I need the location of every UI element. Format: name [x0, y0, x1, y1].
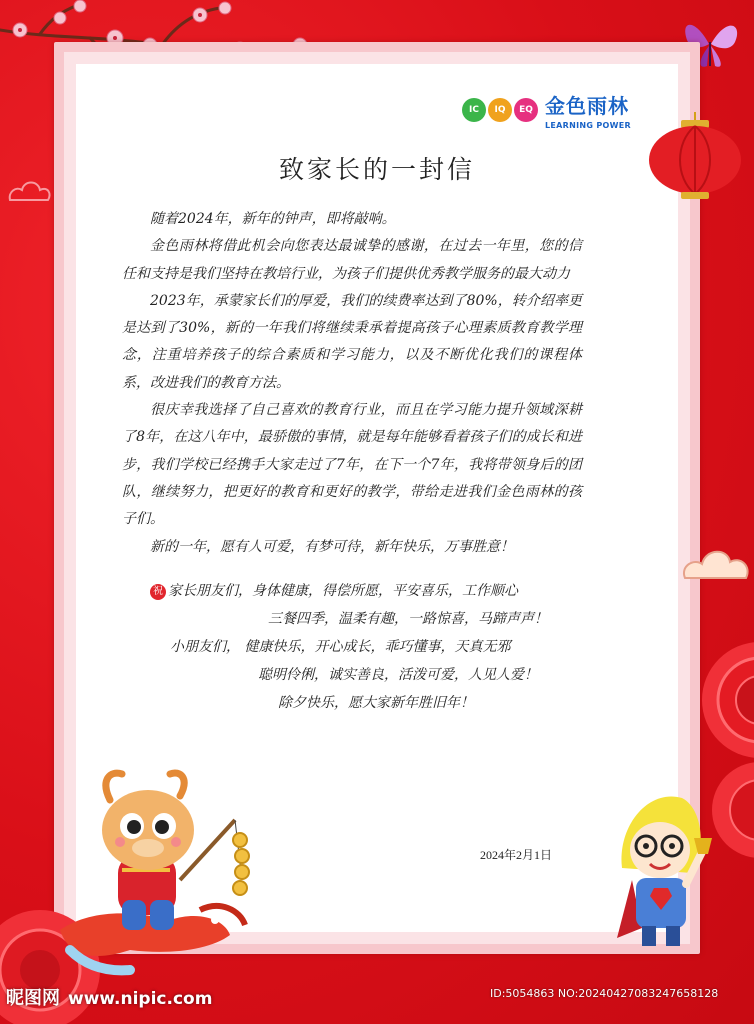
letter-body	[122, 206, 582, 561]
wish-parents	[150, 580, 518, 600]
paragraph: 2023年，承蒙家长们的厚爱，我们的续费率达到了80%，转介绍率更是达到了30%，新的一年我们将继续秉承着提高孩子心理素质教育教学理念，注重培养孩子的综合素质和学习能力，以及不断优化我们的课程体系，改进我们的教育方法。	[122, 292, 582, 391]
letter-title: 致家长的一封信	[278, 155, 475, 184]
paragraph: 新的一年，愿有人可爱，有梦可待，新年快乐，万事胜意！	[150, 538, 514, 555]
logo-tagline: LEARNING POWER	[545, 121, 631, 130]
paragraph: 金色雨林将借此机会向您表达最诚挚的感谢，在过去一年里，您的信任和支持是我们坚持在教培行业，为孩子们提供优秀教学服务的最大动力	[122, 238, 582, 282]
watermark-url: www.nipic.com	[68, 989, 213, 1009]
watermark-site	[6, 984, 212, 1010]
letter-date: 2024年2月1日	[480, 848, 553, 862]
wish-parents-text: 家长朋友们，身体健康，得偿所愿，平安喜乐，工作顺心	[168, 583, 518, 599]
zhu-badge: 祝	[150, 584, 166, 600]
kid-mascot	[612, 788, 712, 948]
logo-text	[545, 90, 631, 130]
watermark-site-name: 昵图网	[6, 988, 60, 1009]
wish-kids-2: 聪明伶俐，诚实善良，活泼可爱，人见人爱！	[258, 667, 538, 683]
wish-closing: 除夕快乐，愿大家新年胜旧年！	[278, 695, 474, 711]
cloud-icon	[680, 542, 754, 588]
logo-badge-iq: IQ	[488, 98, 512, 122]
paragraph: 很庆幸我选择了自己喜欢的教育行业，而且在学习能力提升领域深耕了8年，在这八年中，最骄傲的事情，就是每年能够看着孩子们的成长和进步，我们学校已经携手大家走过了7年，在下一个7年，我将带领身后的团队，继续努力，把更好的教育和更好的教学，带给走进我们金色雨林的孩子们。	[122, 402, 582, 528]
logo-name: 金色雨林	[545, 94, 629, 118]
logo-badge-ic: IC	[462, 98, 486, 122]
dragon-mascot	[50, 760, 260, 980]
paragraph: 随着2024年，新年的钟声，即将敲响。	[150, 211, 396, 227]
wish-kids: 小朋友们， 健康快乐，开心成长，乖巧懂事，天真无邪	[170, 639, 511, 655]
logo-badge-eq: EQ	[514, 98, 538, 122]
brand-logo	[462, 90, 631, 130]
wish-parents-2: 三餐四季，温柔有趣，一路惊喜，马蹄声声！	[268, 611, 548, 627]
watermark-id: ID:5054863 NO:20240427083247658128	[490, 987, 719, 1000]
